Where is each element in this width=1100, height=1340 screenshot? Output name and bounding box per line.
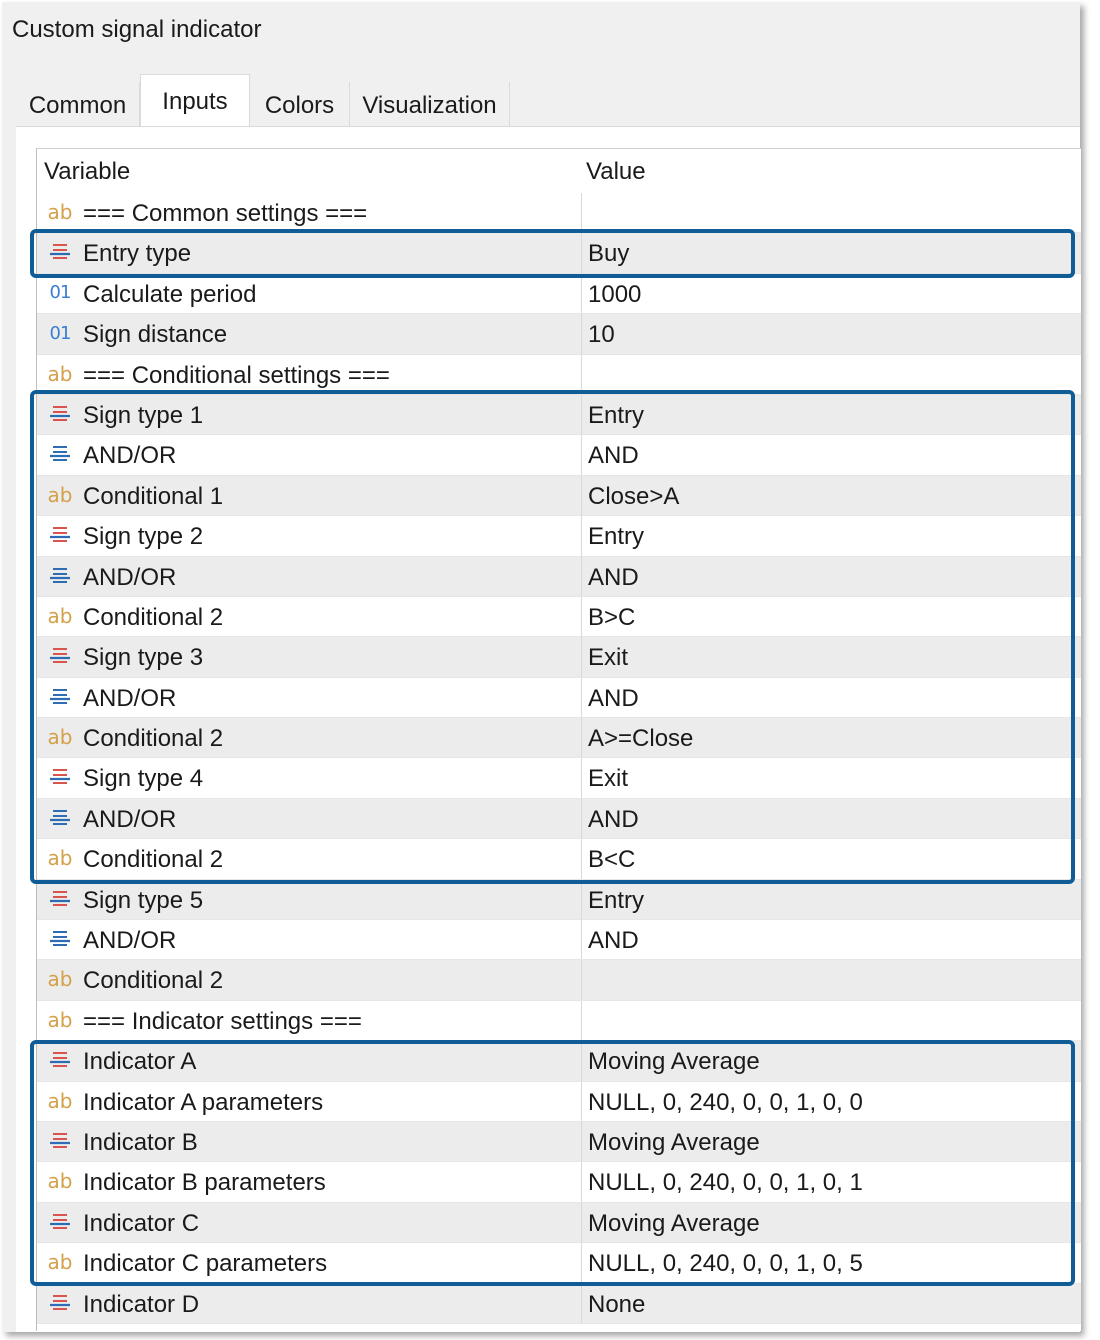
enum-red-icon xyxy=(47,401,73,427)
variable-name: Sign type 4 xyxy=(83,765,204,793)
string-icon: ab xyxy=(47,846,73,871)
variable-name: Conditional 2 xyxy=(83,725,224,753)
inputs-grid xyxy=(36,148,1081,1331)
variable-value[interactable]: Entry xyxy=(588,523,645,551)
variable-value[interactable]: NULL, 0, 240, 0, 0, 1, 0, 1 xyxy=(588,1169,863,1197)
variable-value[interactable]: Moving Average xyxy=(588,1048,760,1076)
table-row[interactable] xyxy=(37,516,1081,556)
table-row[interactable] xyxy=(37,960,1081,1000)
column-divider xyxy=(581,799,582,838)
table-row[interactable] xyxy=(37,678,1081,718)
table-row[interactable] xyxy=(37,880,1081,920)
enum-red-icon xyxy=(47,1209,73,1235)
variable-name: AND/OR xyxy=(83,442,177,470)
variable-value[interactable]: AND xyxy=(588,684,639,712)
string-icon: ab xyxy=(47,967,73,992)
column-header-variable[interactable]: Variable xyxy=(44,158,131,185)
column-divider xyxy=(581,1162,582,1201)
column-divider xyxy=(581,758,582,797)
column-divider xyxy=(581,1001,582,1040)
string-icon: ab xyxy=(47,1007,73,1032)
column-divider xyxy=(581,435,582,474)
column-divider xyxy=(581,193,582,232)
variable-value[interactable]: AND xyxy=(588,805,639,833)
variable-name: Indicator A xyxy=(83,1048,197,1076)
variable-value[interactable]: Entry xyxy=(588,401,645,429)
variable-name: Entry type xyxy=(83,240,192,268)
variable-name: Conditional 2 xyxy=(83,846,224,874)
variable-name: Indicator C xyxy=(83,1209,200,1237)
variable-value[interactable]: Exit xyxy=(588,644,629,672)
variable-value[interactable]: NULL, 0, 240, 0, 0, 1, 0, 0 xyxy=(588,1088,863,1116)
table-row[interactable] xyxy=(37,1243,1081,1283)
variable-name: AND/OR xyxy=(83,805,177,833)
column-divider xyxy=(581,395,582,434)
variable-name: Conditional 2 xyxy=(83,603,224,631)
table-row[interactable] xyxy=(37,233,1081,273)
column-divider xyxy=(581,597,582,636)
enum-red-icon xyxy=(47,1047,73,1073)
table-row[interactable] xyxy=(37,395,1081,435)
column-divider xyxy=(581,557,582,596)
variable-name: Indicator B xyxy=(83,1128,198,1156)
variable-value[interactable]: Moving Average xyxy=(588,1209,760,1237)
string-icon: ab xyxy=(47,603,73,628)
variable-name: Sign distance xyxy=(83,321,228,349)
tab-colors[interactable]: Colors xyxy=(250,82,350,126)
tab-inputs[interactable]: Inputs xyxy=(140,74,250,126)
variable-value[interactable]: None xyxy=(588,1290,646,1318)
enum-red-icon xyxy=(47,522,73,548)
variable-value[interactable]: NULL, 0, 240, 0, 0, 1, 0, 5 xyxy=(588,1250,863,1278)
table-row[interactable] xyxy=(37,355,1081,395)
variable-name: Sign type 3 xyxy=(83,644,204,672)
table-row[interactable] xyxy=(37,476,1081,516)
column-divider xyxy=(581,960,582,999)
enum-blue-icon xyxy=(47,926,73,952)
variable-value[interactable]: Exit xyxy=(588,765,629,793)
enum-red-icon xyxy=(47,1128,73,1154)
window-title: Custom signal indicator xyxy=(12,16,262,43)
variable-name: AND/OR xyxy=(83,563,177,591)
variable-value[interactable]: Moving Average xyxy=(588,1128,760,1156)
table-row[interactable] xyxy=(37,193,1081,233)
tab-common[interactable]: Common xyxy=(16,82,140,126)
column-divider xyxy=(581,1284,582,1323)
table-row[interactable] xyxy=(37,839,1081,879)
table-row[interactable] xyxy=(37,557,1081,597)
variable-value[interactable]: AND xyxy=(588,442,639,470)
variable-value[interactable]: AND xyxy=(588,563,639,591)
column-divider xyxy=(581,839,582,878)
variable-value[interactable]: Entry xyxy=(588,886,645,914)
variable-name: Conditional 2 xyxy=(83,967,224,995)
variable-name: Indicator B parameters xyxy=(83,1169,326,1197)
table-row[interactable] xyxy=(37,597,1081,637)
variable-value[interactable]: B<C xyxy=(588,846,636,874)
grid-rows xyxy=(37,193,1081,1324)
variable-value[interactable]: 1000 xyxy=(588,280,642,308)
column-divider xyxy=(581,718,582,757)
column-divider xyxy=(581,1041,582,1080)
variable-name: === Conditional settings === xyxy=(83,361,390,389)
table-row[interactable] xyxy=(37,1162,1081,1202)
string-icon: ab xyxy=(47,200,73,224)
column-divider xyxy=(581,1122,582,1161)
table-row[interactable] xyxy=(37,1284,1081,1324)
table-row[interactable] xyxy=(37,1001,1081,1041)
number-icon: 01 xyxy=(49,322,71,344)
variable-name: === Common settings === xyxy=(83,200,368,227)
string-icon: ab xyxy=(47,1169,73,1194)
column-divider xyxy=(581,678,582,717)
table-row[interactable] xyxy=(37,718,1081,758)
table-row[interactable] xyxy=(37,799,1081,839)
variable-name: Indicator D xyxy=(83,1290,200,1318)
enum-blue-icon xyxy=(47,684,73,710)
column-divider xyxy=(581,1243,582,1282)
enum-blue-icon xyxy=(47,563,73,589)
variable-name: Indicator A parameters xyxy=(83,1088,324,1116)
enum-red-icon xyxy=(47,764,73,790)
variable-name: AND/OR xyxy=(83,684,177,712)
variable-value[interactable]: 10 xyxy=(588,321,615,349)
string-icon: ab xyxy=(47,361,73,386)
variable-name: Conditional 1 xyxy=(83,482,224,510)
table-row[interactable] xyxy=(37,920,1081,960)
table-row[interactable] xyxy=(37,314,1081,354)
column-header-value[interactable]: Value xyxy=(586,158,646,185)
table-row[interactable] xyxy=(37,1041,1081,1081)
variable-value[interactable]: AND xyxy=(588,927,639,955)
table-row[interactable] xyxy=(37,758,1081,798)
column-divider xyxy=(581,516,582,555)
tab-visualization[interactable]: Visualization xyxy=(350,82,510,126)
string-icon: ab xyxy=(47,482,73,507)
enum-red-icon xyxy=(47,886,73,912)
enum-blue-icon xyxy=(47,805,73,831)
variable-name: === Indicator settings === xyxy=(83,1007,362,1035)
table-row[interactable] xyxy=(37,435,1081,475)
table-row[interactable] xyxy=(37,637,1081,677)
column-divider xyxy=(581,1203,582,1242)
variable-value[interactable]: B>C xyxy=(588,603,636,631)
column-divider xyxy=(581,476,582,515)
variable-name: Sign type 2 xyxy=(83,523,204,551)
enum-blue-icon xyxy=(47,441,73,467)
enum-red-icon xyxy=(47,1290,73,1316)
column-divider xyxy=(581,920,582,959)
variable-value[interactable]: Close>A xyxy=(588,482,680,510)
table-row[interactable] xyxy=(37,1122,1081,1162)
variable-name: Indicator C parameters xyxy=(83,1250,328,1278)
column-divider xyxy=(581,637,582,676)
grid-header xyxy=(37,149,1081,199)
number-icon: 01 xyxy=(49,282,71,304)
enum-red-icon xyxy=(47,239,73,265)
column-divider xyxy=(581,233,582,272)
column-divider xyxy=(581,880,582,919)
table-row[interactable] xyxy=(37,1082,1081,1122)
variable-name: Sign type 5 xyxy=(83,886,204,914)
enum-red-icon xyxy=(47,643,73,669)
string-icon: ab xyxy=(47,1250,73,1275)
table-row[interactable] xyxy=(37,274,1081,314)
table-row[interactable] xyxy=(37,1203,1081,1243)
variable-name: Sign type 1 xyxy=(83,401,204,429)
column-divider xyxy=(581,1082,582,1121)
column-divider xyxy=(581,355,582,394)
string-icon: ab xyxy=(47,1088,73,1113)
column-divider xyxy=(581,314,582,353)
string-icon: ab xyxy=(47,725,73,750)
variable-value[interactable]: A>=Close xyxy=(588,725,694,753)
variable-name: Calculate period xyxy=(83,280,257,308)
column-divider xyxy=(581,274,582,313)
variable-name: AND/OR xyxy=(83,927,177,955)
variable-value[interactable]: Buy xyxy=(588,240,630,268)
